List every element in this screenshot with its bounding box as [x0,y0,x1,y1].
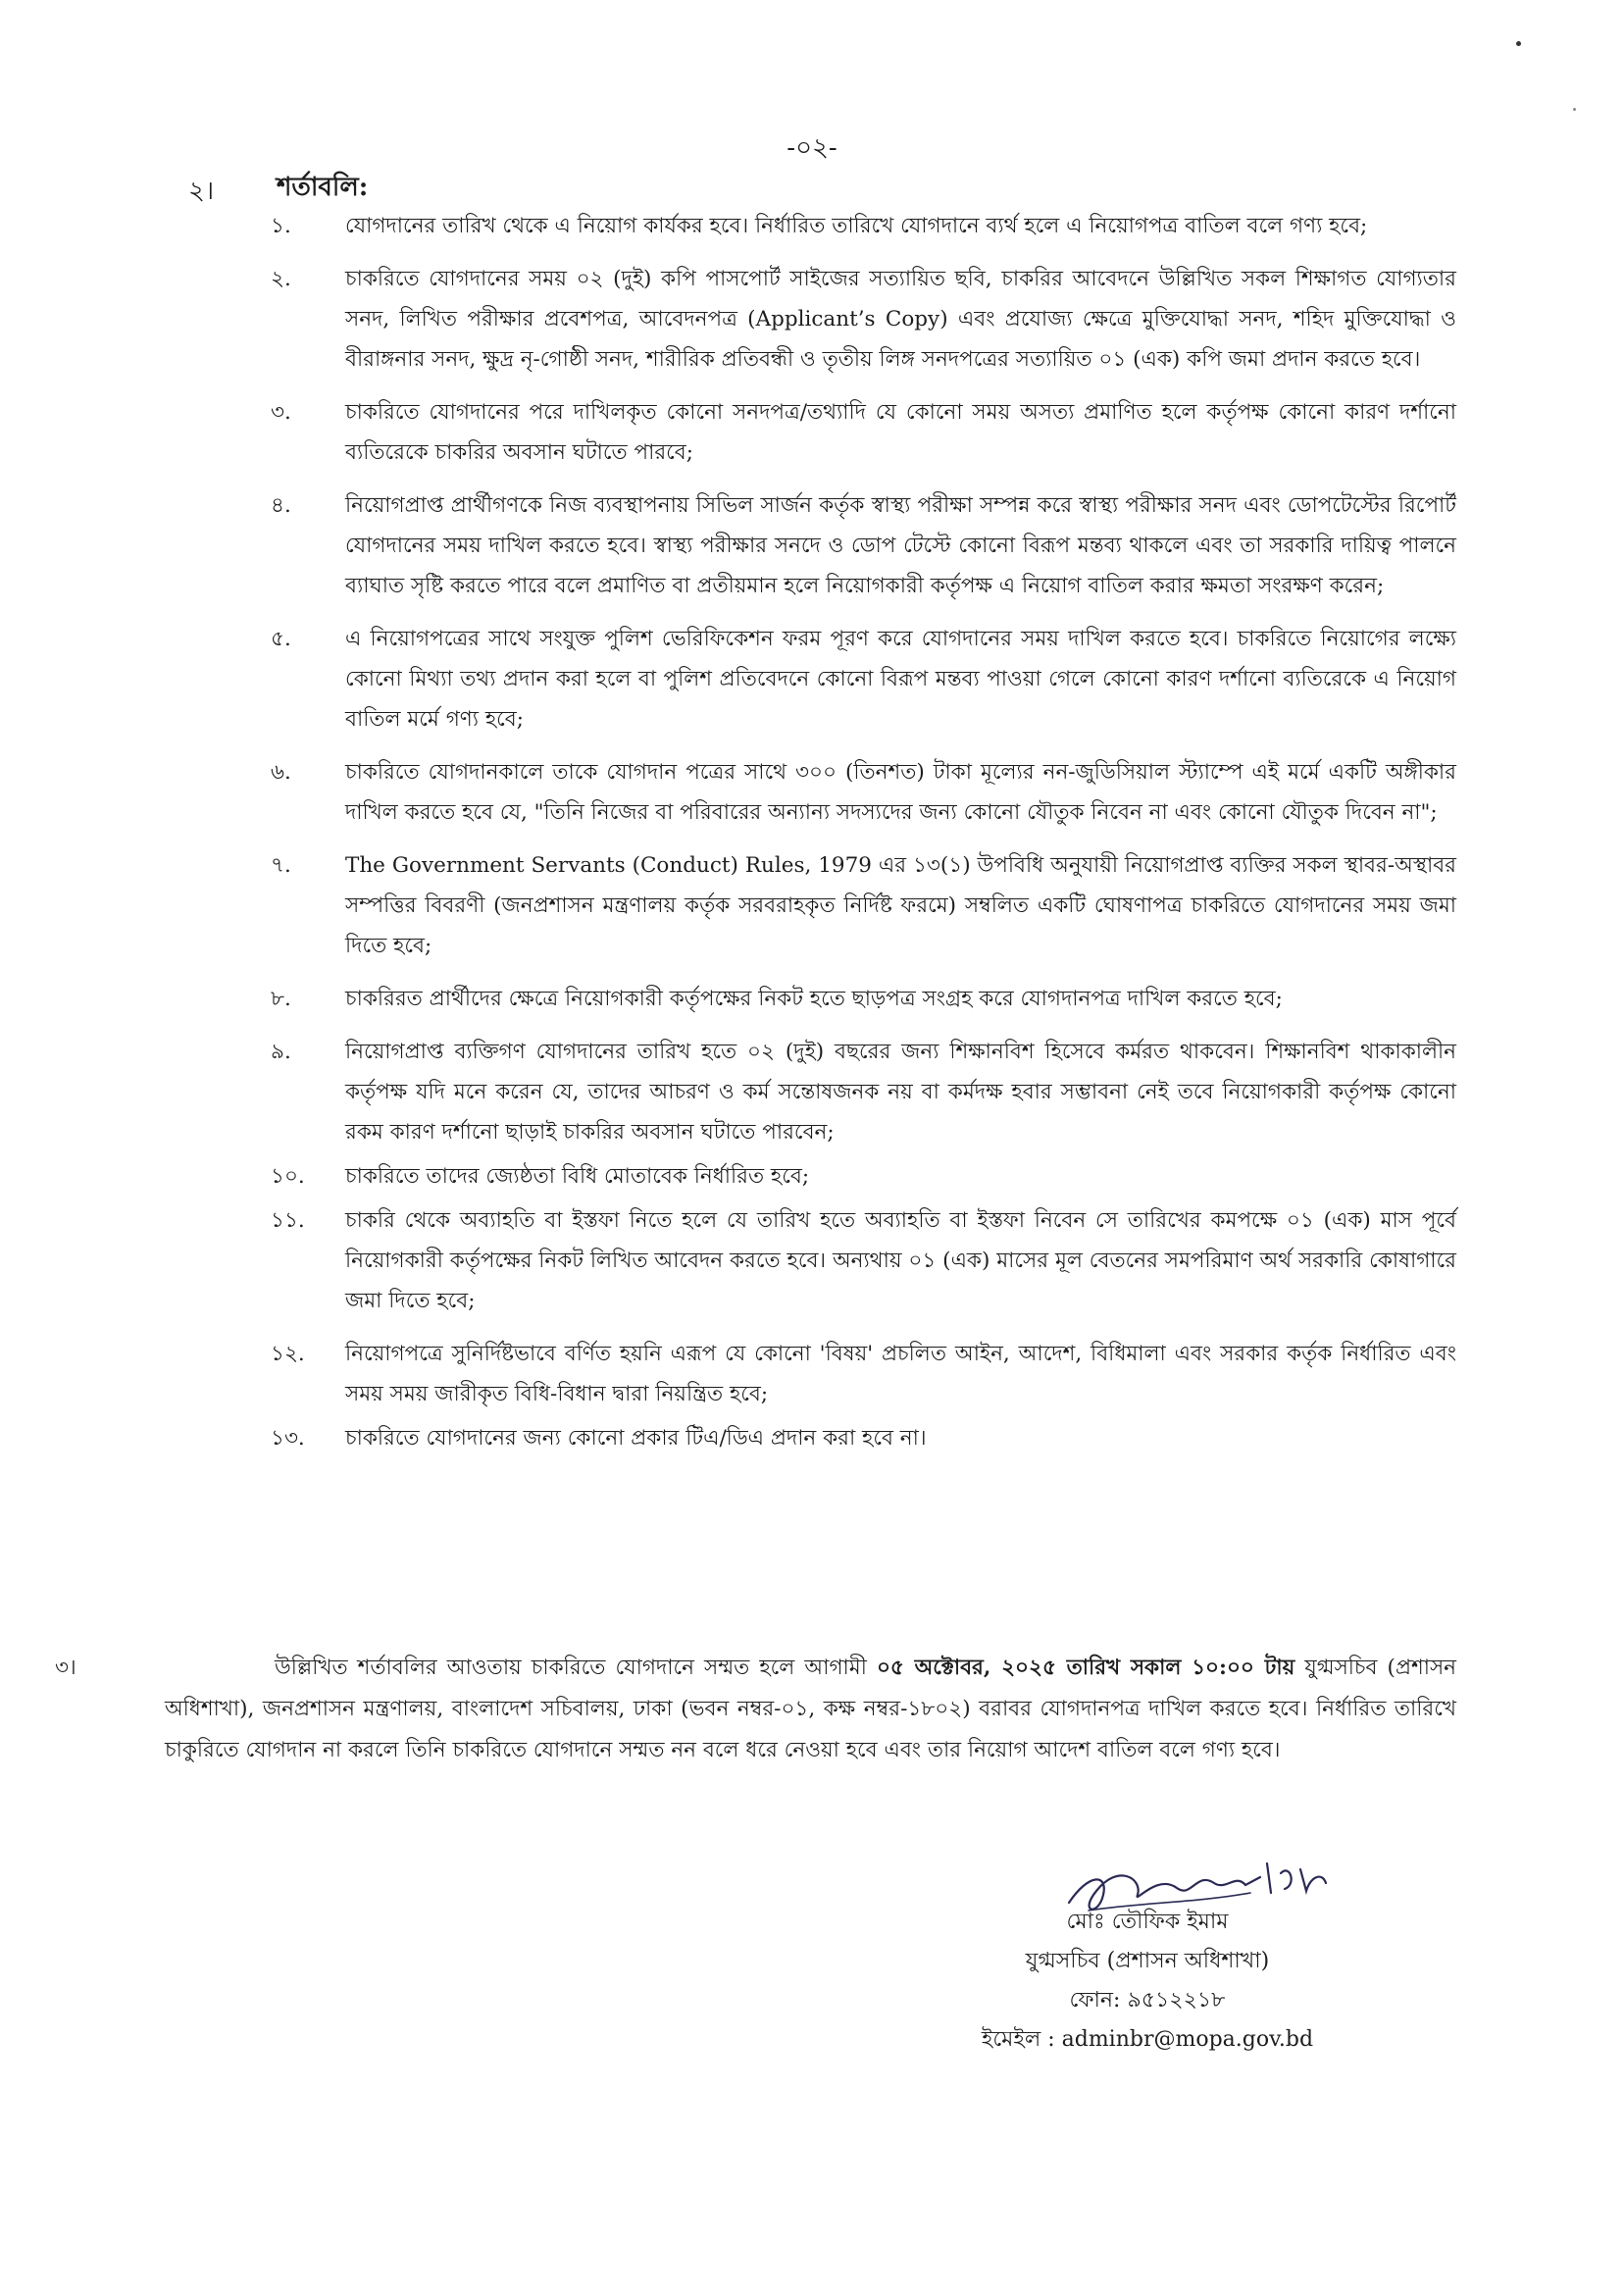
condition-text: The Government Servants (Conduct) Rules, 1979 এর ১৩(১) উপবিধি অনুযায়ী নিয়োগপ্রাপ্ত ব্যক্তির সকল স্থাবর-অস্থাবর সম্পত্তির বিবরণী (জনপ্রশাসন মন্ত্রণালয় কর্তৃক সরবরাহকৃত নির্দিষ্ট ফরমে) সম্বলিত একটি ঘোষণাপত্র চাকরিতে যোগদানের সময় জমা দিতে হবে; [345,853,1456,958]
signatory-designation: যুগ্মসচিব (প্রশাসন অধিশাখা) [1025,1949,1270,1973]
condition-number: ৭. [271,853,291,878]
condition-number: ১২. [271,1342,305,1366]
scan-speck [1516,41,1521,46]
condition-text: চাকরিরত প্রার্থীদের ক্ষেত্রে নিয়োগকারী কর্তৃপক্ষের নিকট হতে ছাড়পত্র সংগ্রহ করে যোগদানপত্র দাখিল করতে হবে; [345,987,1283,1011]
condition-number: ৫. [271,627,291,651]
condition-text: নিয়োগপত্রে সুনির্দিষ্টভাবে বর্ণিত হয়নি এরূপ যে কোনো 'বিষয়' প্রচলিত আইন, আদেশ, বিধিমালা এবং সরকার কর্তৃক নির্ধারিত এবং সময় সময় জারীকৃত বিধি-বিধান দ্বারা নিয়ন্ত্রিত হবে; [345,1342,1456,1406]
condition-text: নিয়োগপ্রাপ্ত ব্যক্তিগণ যোগদানের তারিখ হতে ০২ (দুই) বছরের জন্য শিক্ষানবিশ হিসেবে কর্মরত থাকবেন। শিক্ষানবিশ থাকাকালীন কর্তৃপক্ষ যদি মনে করেন যে, তাদের আচরণ ও কর্ম সন্তোষজনক নয় বা কর্মদক্ষ হবার সম্ভাবনা নেই তবে নিয়োগকারী কর্তৃপক্ষ কোনো রকম কারণ দর্শানো ছাড়াই চাকরির অবসান ঘটাতে পারবেন; [345,1040,1456,1145]
condition-number: ১. [271,214,291,238]
condition-text: নিয়োগপ্রাপ্ত প্রার্থীগণকে নিজ ব্যবস্থাপনায় সিভিল সার্জন কর্তৃক স্বাস্থ্য পরীক্ষা সম্পন্ন করে স্বাস্থ্য পরীক্ষার সনদ এবং ডোপটেস্টের রিপোর্ট যোগদানের সময় দাখিল করতে হবে। স্বাস্থ্য পরীক্ষার সনদে ও ডোপ টেস্টে কোনো বিরূপ মন্তব্য থাকলে এবং তা সরকারি দায়িত্ব পালনে ব্যাঘাত সৃষ্টি করতে পারে বলে প্রমাণিত বা প্রতীয়মান হলে নিয়োগকারী কর্তৃপক্ষ এ নিয়োগ বাতিল করার ক্ষমতা সংরক্ষণ করেন; [345,493,1456,598]
signatory-block [922,1903,1373,2060]
condition-item [265,1156,1456,1197]
condition-number: ৬. [271,760,291,785]
condition-text: চাকরিতে যোগদানের জন্য কোনো প্রকার টিএ/ডিএ প্রদান করা হবে না। [345,1426,927,1451]
condition-item [265,1334,1456,1414]
section-number: ২। [188,177,215,206]
condition-item [265,619,1456,739]
condition-item [265,1418,1456,1458]
condition-text: চাকরিতে যোগদানের পরে দাখিলকৃত কোনো সনদপত্র/তথ্যাদি যে কোনো সময় অসত্য প্রমাণিত হলে কর্তৃপক্ষ কোনো কারণ দর্শানো ব্যতিরেকে চাকরির অবসান ঘটাতে পারবে; [345,400,1456,465]
section-number: ৩। [55,1656,76,1680]
scan-speck [1573,108,1576,111]
section-title: শর্তাবলি: [277,173,369,202]
condition-item [265,752,1456,833]
condition-item [265,392,1456,473]
joining-instruction-paragraph [55,1648,1456,1771]
condition-item [265,979,1456,1019]
condition-number: ৮. [271,987,291,1011]
condition-number: ৪. [271,493,291,518]
condition-number: ২. [271,267,291,291]
condition-number: ১৩. [271,1426,305,1451]
condition-item [265,1032,1456,1152]
condition-text: চাকরিতে যোগদানকালে তাকে যোগদান পত্রের সাথে ৩০০ (তিনশত) টাকা মূল্যের নন-জুডিসিয়াল স্ট্যাম্পে এই মর্মে একটি অঙ্গীকার দাখিল করতে হবে যে, "তিনি নিজের বা পরিবারের অন্যান্য সদস্যদের জন্য কোনো যৌতুক নিবেন না এবং কোনো যৌতুক দিবেন না"; [345,760,1456,825]
condition-text: চাকরি থেকে অব্যাহতি বা ইস্তফা নিতে হলে যে তারিখ হতে অব্যাহতি বা ইস্তফা নিবেন সে তারিখের কমপক্ষে ০১ (এক) মাস পূর্বে নিয়োগকারী কর্তৃপক্ষের নিকট লিখিত আবেদন করতে হবে। অন্যথায় ০১ (এক) মাসের মূল বেতনের সমপরিমাণ অর্থ সরকারি কোষাগারে জমা দিতে হবে; [345,1208,1456,1313]
condition-text: চাকরিতে যোগদানের সময় ০২ (দুই) কপি পাসপোর্ট সাইজের সত্যায়িত ছবি, চাকরির আবেদনে উল্লিখিত সকল শিক্ষাগত যোগ্যতার সনদ, লিখিত পরীক্ষার প্রবেশপত্র, আবেদনপত্র (Applicant’s Copy) এবং প্রযোজ্য ক্ষেত্রে মুক্তিযোদ্ধা সনদ, শহিদ মুক্তিযোদ্ধা ও বীরাঙ্গনার সনদ, ক্ষুদ্র নৃ-গোষ্ঠী সনদ, শারীরিক প্রতিবন্ধী ও তৃতীয় লিঙ্গ সনদপত্রের সত্যায়িত ০১ (এক) কপি জমা প্রদান করতে হবে। [345,267,1456,372]
signatory-phone: ফোন: ৯৫১২২১৮ [1069,1988,1226,2013]
condition-text: চাকরিতে তাদের জ্যেষ্ঠতা বিধি মোতাবেক নির্ধারিত হবে; [345,1164,810,1189]
condition-number: ১০. [271,1164,305,1189]
condition-text: যোগদানের তারিখ থেকে এ নিয়োগ কার্যকর হবে। নির্ধারিত তারিখে যোগদানে ব্যর্থ হলে এ নিয়োগপত্র বাতিল বলে গণ্য হবে; [345,214,1368,238]
condition-number: ১১. [271,1208,305,1233]
paragraph-text: উল্লিখিত শর্তাবলির আওতায় চাকরিতে যোগদানে সম্মত হলে আগামী [275,1656,877,1680]
condition-item [265,485,1456,606]
condition-item [265,1200,1456,1321]
condition-number: ৩. [271,400,291,425]
condition-number: ৯. [271,1040,291,1064]
signatory-name: মোঃ তৌফিক ইমাম [1066,1910,1229,1934]
paragraph-text: যুগ্মসচিব (প্রশাসন অধিশাখা), জনপ্রশাসন মন্ত্রণালয়, বাংলাদেশ সচিবালয়, ঢাকা (ভবন নম্বর-০১, কক্ষ নম্বর-১৮০২) বরাবর যোগদানপত্র দাখিল করতে হবে। নির্ধারিত তারিখে চাকুরিতে যোগদান না করলে তিনি চাকরিতে যোগদানে সম্মত নন বলে ধরে নেওয়া হবে এবং তার নিয়োগ আদেশ বাতিল বলে গণ্য হবে। [165,1656,1456,1762]
page-number: -০২- [787,133,837,163]
signatory-email: ইমেইল : adminbr@mopa.gov.bd [981,2027,1314,2052]
condition-item [265,206,1456,246]
conditions-list [265,206,1456,1471]
condition-item [265,259,1456,380]
condition-item [265,845,1456,966]
condition-text: এ নিয়োগপত্রের সাথে সংযুক্ত পুলিশ ভেরিফিকেশন ফরম পূরণ করে যোগদানের সময় দাখিল করতে হবে। চাকরিতে নিয়োগের লক্ষ্যে কোনো মিথ্যা তথ্য প্রদান করা হলে বা পুলিশ প্রতিবেদনে কোনো বিরূপ মন্তব্য পাওয়া গেলে কোনো কারণ দর্শানো ব্যতিরেকে এ নিয়োগ বাতিল মর্মে গণ্য হবে; [345,627,1456,732]
joining-date-time: ০৫ অক্টোবর, ২০২৫ তারিখ সকাল ১০:০০ টায় [876,1656,1295,1680]
